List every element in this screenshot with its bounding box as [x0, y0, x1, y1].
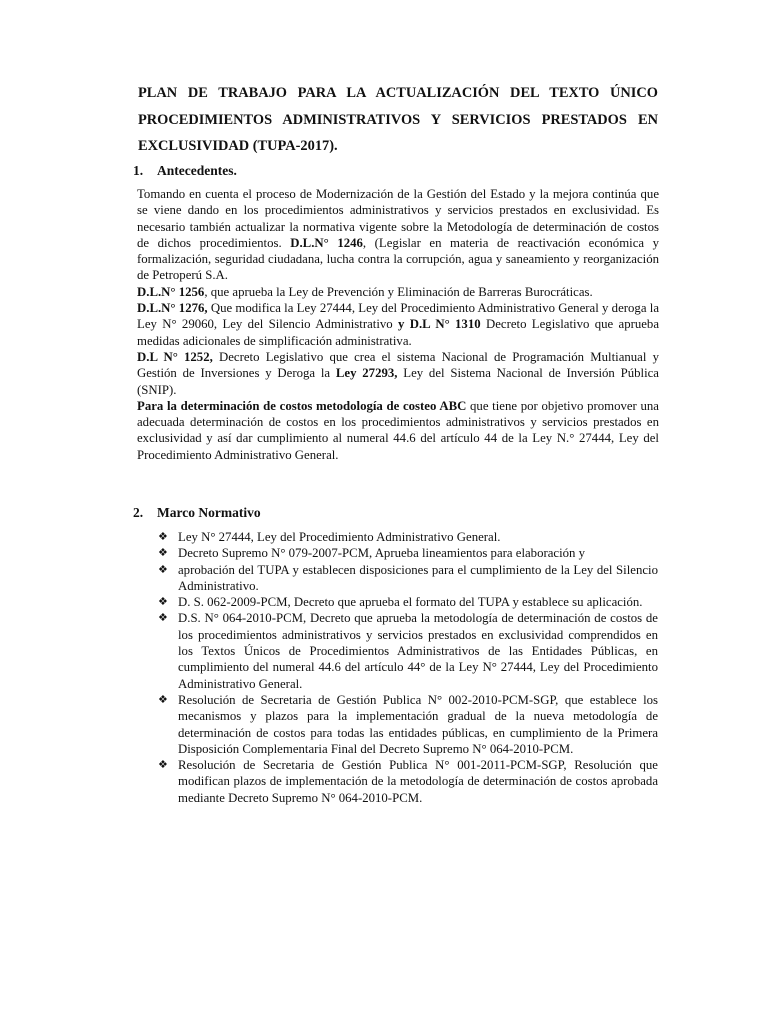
- list-item: ❖ Resolución de Secretaria de Gestión Publica N° 002-2010-PCM-SGP, que establece los mecanismos y plazos para la implementación gradual de la nueva metodología de determinación de costos para todas las entidades públicas, en cumplimiento de la Primera Disposición Complementaria Final del Decreto Supremo N° 064-2010-PCM.: [158, 692, 658, 756]
- paragraph: D.L N° 1252, Decreto Legislativo que crea el sistema Nacional de Programación Multianual y Gestión de Inversiones y Deroga la Ley 27293, Ley del Sistema Nacional de Inversión Pública (SNIP).: [137, 349, 659, 397]
- section-heading-antecedentes: [133, 163, 237, 179]
- section-title: Marco Normativo: [157, 505, 261, 520]
- list-item: ❖ Resolución de Secretaria de Gestión Publica N° 001-2011-PCM-SGP, Resolución que modifican plazos de implementación de la metodología de determinación de costos aprobada mediante Decreto Supremo N° 064-2010-PCM.: [158, 758, 658, 805]
- list-item: ❖ Decreto Supremo N° 079-2007-PCM, Aprueba lineamientos para elaboración y: [158, 546, 586, 561]
- section-heading-marco-normativo: [133, 505, 261, 521]
- diamond-bullet-icon: ❖: [158, 596, 168, 609]
- list-item: ❖ D. S. 062-2009-PCM, Decreto que aprueba el formato del TUPA y establece su aplicación.: [158, 595, 643, 610]
- diamond-bullet-icon: ❖: [158, 531, 168, 543]
- title-line-2: PROCEDIMIENTOS ADMINISTRATIVOS Y SERVICIOS PRESTADOS EN: [138, 111, 658, 128]
- paragraph: Para la determinación de costos metodología de costeo ABC que tiene por objetivo promover una adecuada determinación de costos en los procedimientos administrativos y servicios prestados en exclusividad y así dar cumplimiento al numeral 44.6 del artículo 44 de la Ley N.° 27444, Ley del Procedimiento Administrativo General.: [137, 398, 659, 462]
- paragraph: D.L.N° 1276, Que modifica la Ley 27444, Ley del Procedimiento Administrativo General y deroga la Ley N° 29060, Ley del Silencio Administrativo y D.L N° 1310 Decreto Legislativo que aprueba medidas adicionales de simplificación administrativa.: [137, 301, 660, 348]
- paragraph: Tomando en cuenta el proceso de Modernización de la Gestión del Estado y la mejora continúa que se viene dando en los procedimientos administrativos y servicios prestados en exclusividad. Es necesario también actualizar la normativa vigente sobre la Metodología de determinación de costos de dichos procedimientos. D.L.N° 1246, (Legislar en materia de reactivación económica y formalización, seguridad ciudadana, lucha contra la corrupción, agua y saneamiento y reorganización de Petroperú S.A.: [137, 187, 660, 283]
- document-title: [138, 80, 658, 160]
- section-number: 2.: [133, 505, 144, 520]
- paragraph: D.L.N° 1256, que aprueba la Ley de Prevención y Eliminación de Barreras Burocráticas.: [137, 284, 593, 299]
- title-line-3: EXCLUSIVIDAD (TUPA-2017).: [138, 138, 338, 154]
- list-item: ❖ Ley N° 27444, Ley del Procedimiento Administrativo General.: [158, 530, 501, 544]
- title-line-1: PLAN DE TRABAJO PARA LA ACTUALIZACIÓN DEL TEXTO ÚNICO: [138, 85, 658, 101]
- section-title: Antecedentes.: [157, 163, 237, 178]
- diamond-bullet-icon: ❖: [158, 547, 168, 560]
- section-number: 1.: [133, 163, 144, 178]
- antecedentes-body: [137, 186, 659, 463]
- list-item: ❖ aprobación del TUPA y establecen disposiciones para el cumplimiento de la Ley del Silencio Administrativo.: [158, 562, 658, 593]
- marco-normativo-list: [158, 529, 658, 806]
- diamond-bullet-icon: ❖: [158, 563, 168, 576]
- diamond-bullet-icon: ❖: [158, 759, 168, 772]
- diamond-bullet-icon: ❖: [158, 693, 168, 706]
- list-item: ❖ D.S. N° 064-2010-PCM, Decreto que aprueba la metodología de determinación de costos de los procedimientos administrativos y servicios prestados en exclusividad comprendidos en los Textos Únicos de Procedimientos Administrativos de las Entidades Públicas, en cumplimiento del numeral 44.6 del artículo 44° de la Ley N° 27444, Ley del Procedimiento Administrativo General.: [158, 611, 658, 691]
- diamond-bullet-icon: ❖: [158, 612, 168, 625]
